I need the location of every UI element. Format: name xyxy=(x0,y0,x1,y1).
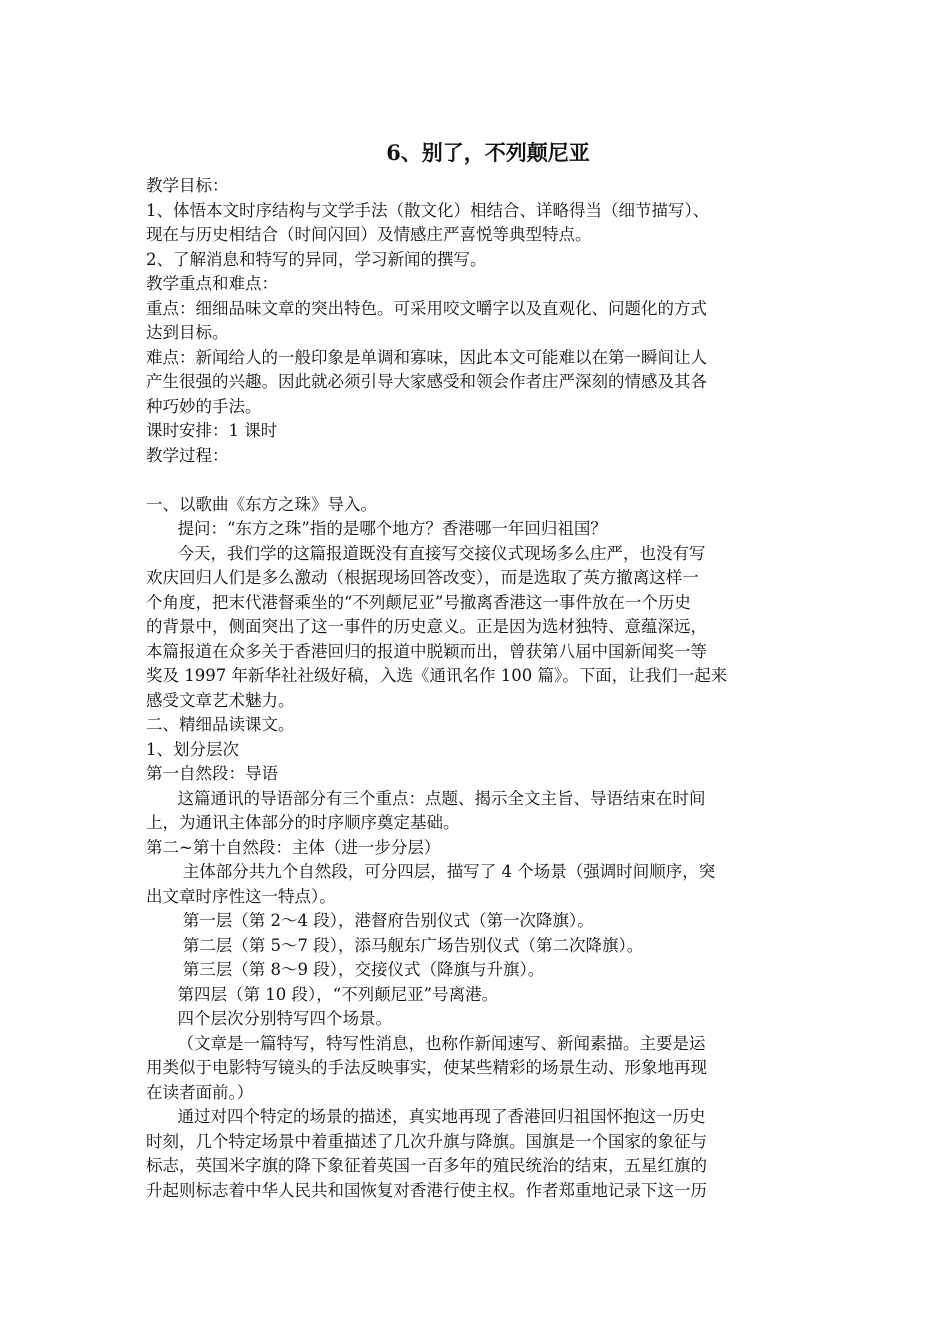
text-line: 第三层（第 8～9 段），交接仪式（降旗与升旗）。 xyxy=(146,960,545,979)
text-line: 课时安排：1 课时 xyxy=(146,421,278,440)
text-line: 达到目标。 xyxy=(146,323,229,342)
text-line: （文章是一篇特写，特写性消息，也称作新闻速写、新闻素描。主要是运 xyxy=(146,1033,706,1053)
text-line: 教学重点和难点： xyxy=(146,274,278,293)
text-line: 教学目标： xyxy=(146,176,229,195)
text-line: 第二~第十自然段：主体（进一步分层） xyxy=(146,837,441,857)
text-line: 奖及 1997 年新华社社级好稿，入选《通讯名作 100 篇》。下面，让我们一起来 xyxy=(146,666,728,685)
text-line: 第四层（第 10 段），“不列颠尼亚”号离港。 xyxy=(146,984,499,1004)
text-line: 种巧妙的手法。 xyxy=(146,396,262,416)
text-line: 出文章时序性这一特点）。 xyxy=(146,886,336,906)
text-line: 第一自然段：导语 xyxy=(146,764,278,783)
text-line: 重点：细细品味文章的突出特色。可采用咬文嚼字以及直观化、问题化的方式 xyxy=(146,298,707,318)
text-line: 1、划分层次 xyxy=(146,739,239,759)
text-line: 教学过程： xyxy=(146,445,229,465)
text-line: 欢庆回归人们是多么激动（根据现场回答改变），而是选取了英方撤离这样一 xyxy=(146,568,699,587)
document-title: 6、别了，不列颠尼亚 xyxy=(386,140,590,165)
text-line: 个角度，把末代港督乘坐的“不列颠尼亚”号撤离香港这一事件放在一个历史 xyxy=(146,592,691,612)
text-line: 的背景中，侧面突出了这一事件的历史意义。正是因为选材独特、意蕴深远， xyxy=(146,617,707,636)
text-line: 用类似于电影特写镜头的手法反映事实，使某些精彩的场景生动、形象地再现 xyxy=(146,1058,707,1077)
text-line: 上，为通讯主体部分的时序顺序奠定基础。 xyxy=(146,813,460,832)
text-line: 现在与历史相结合（时间闪回）及情感庄严喜悦等典型特点。 xyxy=(146,225,592,244)
text-line: 2、了解消息和特写的异同，学习新闻的撰写。 xyxy=(146,249,487,269)
text-line: 今天，我们学的这篇报道既没有直接写交接仪式现场多么庄严，也没有写 xyxy=(146,543,706,563)
text-line: 升起则标志着中华人民共和国恢复对香港行使主权。作者郑重地记录下这一历 xyxy=(146,1180,707,1200)
text-line: 在读者面前。） xyxy=(146,1082,254,1102)
text-line: 时刻，几个特定场景中着重描述了几次升旗与降旗。国旗是一个国家的象征与 xyxy=(146,1131,707,1151)
blank-line xyxy=(146,468,810,493)
text-line: 这篇通讯的导语部分有三个重点：点题、揭示全文主旨、导语结束在时间 xyxy=(146,788,706,808)
text-line: 一、以歌曲《东方之珠》导入。 xyxy=(146,494,377,514)
text-line: 四个层次分别特写四个场景。 xyxy=(146,1009,392,1028)
text-line: 产生很强的兴趣。因此就必须引导大家感受和领会作者庄严深刻的情感及其各 xyxy=(146,372,707,391)
text-line: 标志，英国米字旗的降下象征着英国一百多年的殖民统治的结束，五星红旗的 xyxy=(146,1156,707,1175)
text-line: 二、精细品读课文。 xyxy=(146,715,295,734)
text-line: 提问：“东方之珠”指的是哪个地方？香港哪一年回归祖国？ xyxy=(146,519,607,538)
text-line: 第二层（第 5～7 段），添马舰东广场告别仪式（第二次降旗）。 xyxy=(146,935,644,955)
text-line: 通过对四个特定的场景的描述，真实地再现了香港回归祖国怀抱这一历史 xyxy=(146,1107,706,1126)
text-line: 主体部分共九个自然段，可分四层，描写了 4 个场景（强调时间顺序，突 xyxy=(146,862,716,881)
text-line: 难点：新闻给人的一般印象是单调和寡味，因此本文可能难以在第一瞬间让人 xyxy=(146,347,707,367)
document-body xyxy=(146,174,810,1203)
text-line: 1、体悟本文时序结构与文学手法（散文化）相结合、详略得当（细节描写）、 xyxy=(146,200,710,220)
text-line: 本篇报道在众多关于香港回归的报道中脱颖而出，曾获第八届中国新闻奖一等 xyxy=(146,641,707,661)
text-line: 感受文章艺术魅力。 xyxy=(146,690,295,710)
text-line: 第一层（第 2～4 段），港督府告别仪式（第一次降旗）。 xyxy=(146,911,594,930)
